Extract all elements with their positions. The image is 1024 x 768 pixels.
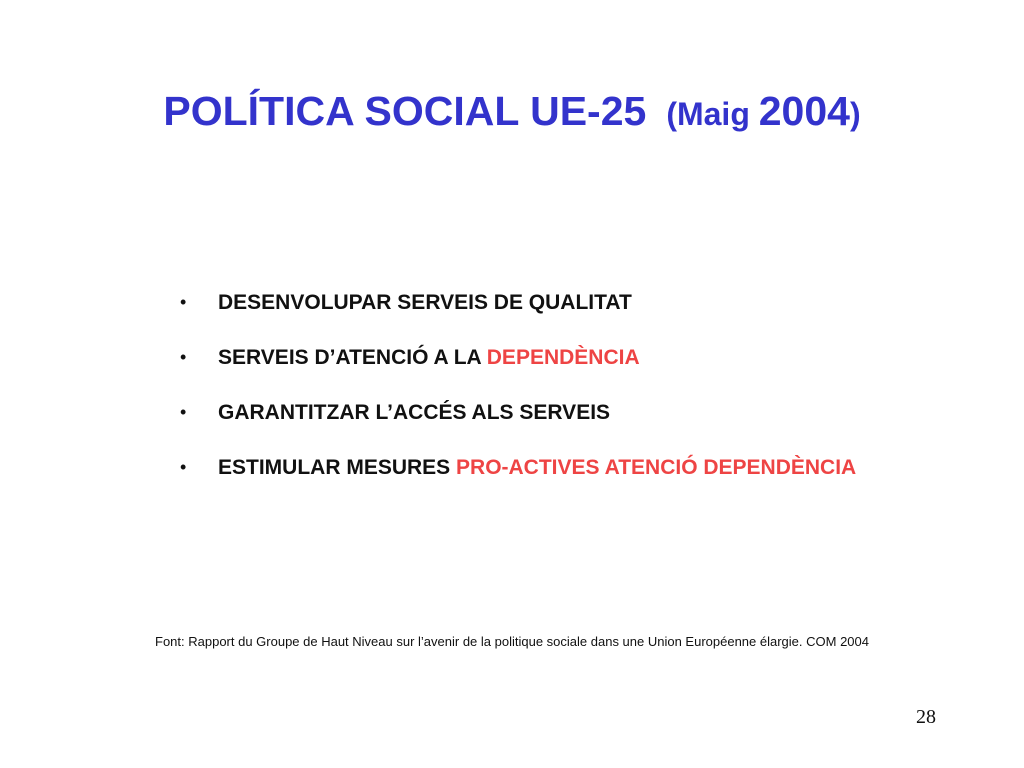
bullet-highlight: DEPENDÈNCIA — [486, 346, 640, 369]
bullet-text: SERVEIS D’ATENCIÓ A LA — [218, 346, 487, 369]
bullet-item — [180, 343, 860, 372]
source-citation: Font: Rapport du Groupe de Haut Niveau sur l’avenir de la politique sociale dans une Union Européenne élargie. COM 2004 — [155, 634, 869, 649]
bullet-text: GARANTITZAR L’ACCÉS ALS SERVEIS — [218, 401, 611, 424]
bullet-list — [180, 288, 860, 508]
bullet-item — [180, 288, 860, 317]
title-sub-open: (Maig — [666, 96, 759, 132]
bullet-item — [180, 398, 860, 427]
page-number: 28 — [916, 706, 936, 728]
bullet-text: DESENVOLUPAR SERVEIS DE QUALITAT — [218, 291, 632, 314]
bullet-marker: • — [180, 292, 187, 312]
title-main: POLÍTICA SOCIAL UE-25 — [163, 88, 647, 134]
title-sub-close: ) — [849, 96, 861, 132]
bullet-marker: • — [180, 347, 187, 367]
bullet-text: ESTIMULAR MESURES — [218, 456, 457, 479]
title-subtitle — [666, 88, 861, 134]
title-year: 2004 — [758, 88, 850, 134]
bullet-item — [180, 453, 860, 482]
slide-title — [0, 88, 1024, 135]
bullet-marker: • — [180, 457, 187, 477]
bullet-highlight: PRO-ACTIVES ATENCIÓ DEPENDÈNCIA — [456, 456, 857, 479]
bullet-marker: • — [180, 402, 187, 422]
